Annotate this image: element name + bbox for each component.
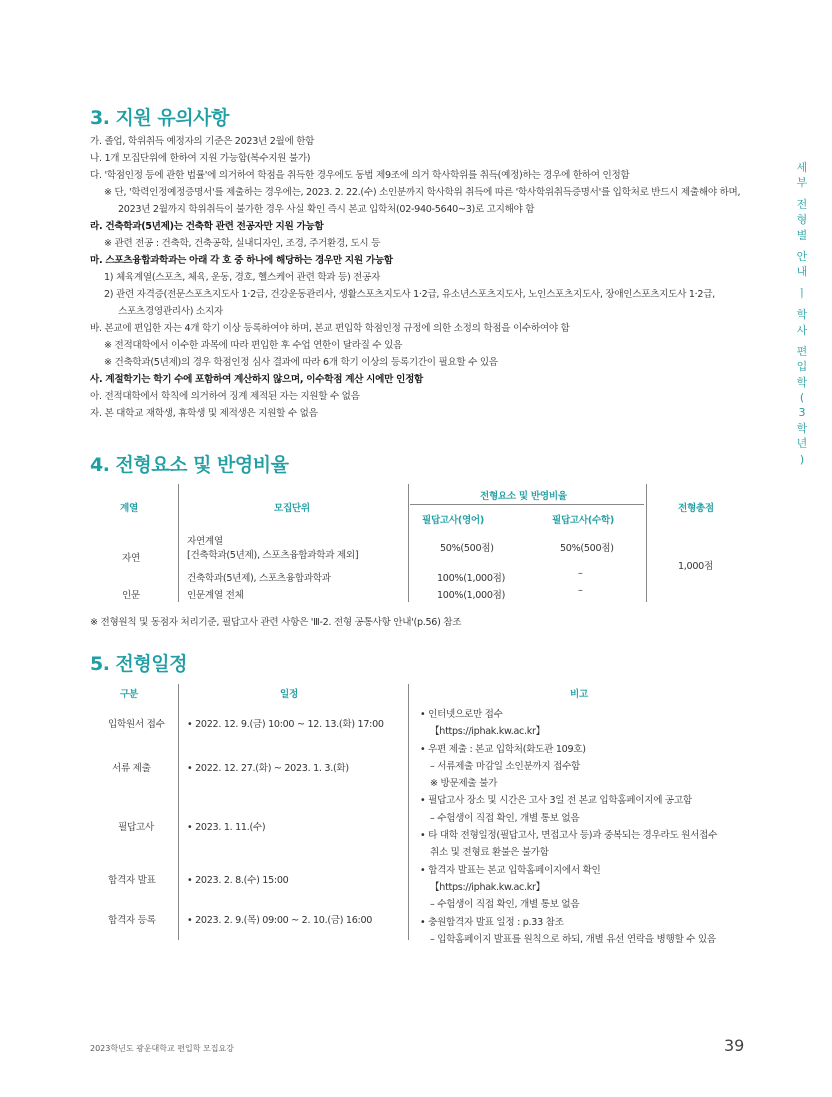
header-english: 필답고사(영어) [422, 515, 484, 526]
side-section-tab [795, 160, 809, 467]
remark-line: – 서류제출 마감일 소인분까지 접수함 [430, 760, 581, 772]
row-date: • 2022. 12. 9.(금) 10:00 ~ 12. 13.(화) 17:00 [187, 719, 384, 730]
remark-line: 취소 및 전형료 환불은 불가함 [430, 847, 549, 859]
section-4-note: ※ 전형원칙 및 동점자 처리기준, 필답고사 관련 사항은 'Ⅲ-2. 전형 공통사항 안내'(p.56) 참조 [90, 617, 462, 628]
remark-line: • 우편 제출 : 본교 입학처(화도관 109호) [420, 743, 586, 755]
list-item: 가. 졸업, 학위취득 예정자의 기준은 2023년 2월에 한함 [90, 136, 315, 147]
row-science-math1: 50%(500점) [560, 543, 614, 554]
list-item: 다. '학점인정 등에 관한 법률'에 의거하여 학점을 취득한 경우에도 동법 제9조에 의거 학사학위를 취득(예정)하는 경우에 한하여 인정함 [90, 170, 630, 181]
section-3-list [90, 133, 790, 422]
header-elements: 전형요소 및 반영비율 [480, 491, 567, 502]
remark-line: – 수험생이 직접 확인, 개별 통보 없음 [430, 899, 580, 911]
side-tab-char: 학 [796, 421, 808, 435]
side-tab-char: 세 [796, 161, 808, 174]
list-item: 바. 본교에 편입한 자는 4개 학기 이상 등록하여야 하며, 본교 편입학 학점인정 규정에 의한 소정의 학점을 이수하여야 함 [90, 323, 570, 334]
row-name: 서류 제출 [112, 763, 151, 774]
side-tab-char: 내 [796, 265, 808, 279]
side-tab-char: 부 [796, 176, 808, 190]
list-item: ※ 전적대학에서 이수한 과목에 따라 편입한 후 수업 연한이 달라질 수 있음 [104, 340, 403, 351]
section-3-title: 3. 지원 유의사항 [90, 107, 229, 129]
row-humanities-unit: 인문계열 전체 [187, 590, 244, 601]
row-science-unit1-b: [건축학과(5년제), 스포츠융합과학과 제외] [187, 550, 359, 561]
list-item: 나. 1개 모집단위에 한하여 지원 가능함(복수지원 불가) [90, 153, 311, 164]
list-item: 2023년 2월까지 학위취득이 불가한 경우 사실 확인 즉시 본교 입학처(02-940-5640~3)로 고지해야 함 [118, 204, 535, 215]
row-humanities-math: – [578, 585, 583, 596]
row-science-eng1: 50%(500점) [440, 543, 494, 554]
side-tab-char: 형 [796, 213, 808, 227]
row-science-unit1-a: 자연계열 [187, 536, 223, 547]
page-number: 39 [724, 1036, 745, 1055]
header-total: 전형총점 [678, 503, 714, 514]
remark-line: ※ 방문제출 불가 [430, 778, 498, 790]
list-item: 2) 관련 자격증(전문스포츠지도사 1·2급, 건강운동관리사, 생활스포츠지도사 1·2급, 유소년스포츠지도사, 노인스포츠지도사, 장애인스포츠지도사 1·2급, [104, 289, 715, 300]
remark-line: 【https://iphak.kw.ac.kr】 [430, 881, 545, 893]
header-schedule: 일정 [280, 689, 298, 700]
header-math: 필답고사(수학) [552, 515, 614, 526]
row-science-math2: – [578, 568, 583, 579]
side-tab-char: ( [799, 391, 805, 405]
list-item: 자. 본 대학교 재학생, 휴학생 및 제적생은 지원할 수 없음 [90, 408, 318, 419]
header-remarks: 비고 [570, 689, 588, 700]
row-name: 합격자 발표 [108, 875, 156, 886]
header-unit: 모집단위 [274, 503, 310, 514]
side-tab-char: 년 [796, 437, 808, 451]
row-name: 필답고사 [118, 822, 154, 833]
row-date: • 2023. 2. 9.(목) 09:00 ~ 2. 10.(금) 16:00 [187, 915, 373, 926]
list-item: 사. 계절학기는 학기 수에 포함하여 계산하지 않으며, 이수학점 계산 시에만 인정함 [90, 374, 424, 385]
remarks-list [420, 706, 717, 948]
list-item: ※ 관련 전공 : 건축학, 건축공학, 실내디자인, 조경, 주거환경, 도시 등 [104, 238, 381, 249]
side-tab-char: ㅣ [796, 286, 808, 300]
side-tab-char: ) [799, 452, 805, 466]
list-item: ※ 건축학과(5년제)의 경우 학점인정 심사 결과에 따라 6개 학기 이상의 등록기간이 필요할 수 있음 [104, 357, 498, 368]
remark-line: – 수험생이 직접 확인, 개별 통보 없음 [430, 812, 580, 824]
list-item: 아. 전적대학에서 학칙에 의거하여 징계 제적된 자는 지원할 수 없음 [90, 391, 360, 402]
remark-line: • 충원합격자 발표 일정 : p.33 참조 [420, 916, 564, 928]
side-tab-char: 학 [796, 375, 808, 389]
side-tab-char: 편 [796, 344, 808, 358]
remark-line: • 필답고사 장소 및 시간은 고사 3일 전 본교 입학홈페이지에 공고함 [420, 795, 692, 807]
row-date: • 2023. 1. 11.(수) [187, 822, 266, 833]
header-category: 계열 [120, 503, 138, 514]
row-date: • 2022. 12. 27.(화) ~ 2023. 1. 3.(화) [187, 763, 349, 774]
remark-line: – 입학홈페이지 발표를 원칙으로 하되, 개별 유선 연락을 병행할 수 있음 [430, 933, 716, 945]
side-tab-char: 사 [796, 323, 808, 337]
side-tab-char: 입 [796, 360, 808, 374]
row-humanities-eng: 100%(1,000점) [437, 590, 506, 601]
remark-line: 【https://iphak.kw.ac.kr】 [430, 726, 545, 738]
row-name: 합격자 등록 [108, 915, 156, 926]
list-item: 마. 스포츠융합과학과는 아래 각 호 중 하나에 해당하는 경우만 지원 가능함 [90, 255, 393, 266]
side-tab-char: 별 [796, 228, 808, 242]
side-tab-char: 3 [798, 406, 806, 420]
schedule-table [90, 682, 790, 945]
remark-line: • 인터넷으로만 접수 [420, 709, 503, 720]
section-4-title: 4. 전형요소 및 반영비율 [90, 454, 289, 476]
row-science-eng2: 100%(1,000점) [437, 573, 506, 584]
list-item: 라. 건축학과(5년제)는 건축학 관련 전공자만 지원 가능함 [90, 221, 324, 232]
list-item: ※ 단, '학력인정예정증명서'를 제출하는 경우에는, 2023. 2. 22.(수) 소인분까지 학사학위 취득에 따른 '학사학위취득증명서'를 입학처로 반드시 제출해야 하며, [104, 187, 741, 198]
row-date: • 2023. 2. 8.(수) 15:00 [187, 875, 289, 886]
footer-title: 2023학년도 광운대학교 편입학 모집요강 [90, 1044, 234, 1053]
list-item: 1) 체육계열(스포츠, 체육, 운동, 경호, 헬스케어 관련 학과 등) 전공자 [104, 272, 381, 283]
side-tab-char: 안 [796, 249, 808, 263]
selection-ratio-table [90, 482, 780, 604]
remark-line: • 합격자 발표는 본교 입학홈페이지에서 확인 [420, 864, 601, 876]
side-tab-char: 전 [796, 197, 808, 211]
row-total: 1,000점 [678, 561, 713, 572]
row-science-label: 자연 [122, 553, 140, 564]
row-name: 입학원서 접수 [108, 719, 165, 730]
remark-line: • 타 대학 전형일정(필답고사, 면접고사 등)과 중복되는 경우라도 원서접수 [420, 830, 718, 842]
section-5-title: 5. 전형일정 [90, 653, 187, 675]
row-humanities-label: 인문 [122, 590, 140, 601]
list-item: 스포츠경영관리사) 소지자 [118, 306, 223, 317]
header-category: 구분 [120, 689, 138, 700]
side-tab-char: 학 [796, 308, 808, 322]
row-science-unit2: 건축학과(5년제), 스포츠융합과학과 [187, 573, 331, 584]
